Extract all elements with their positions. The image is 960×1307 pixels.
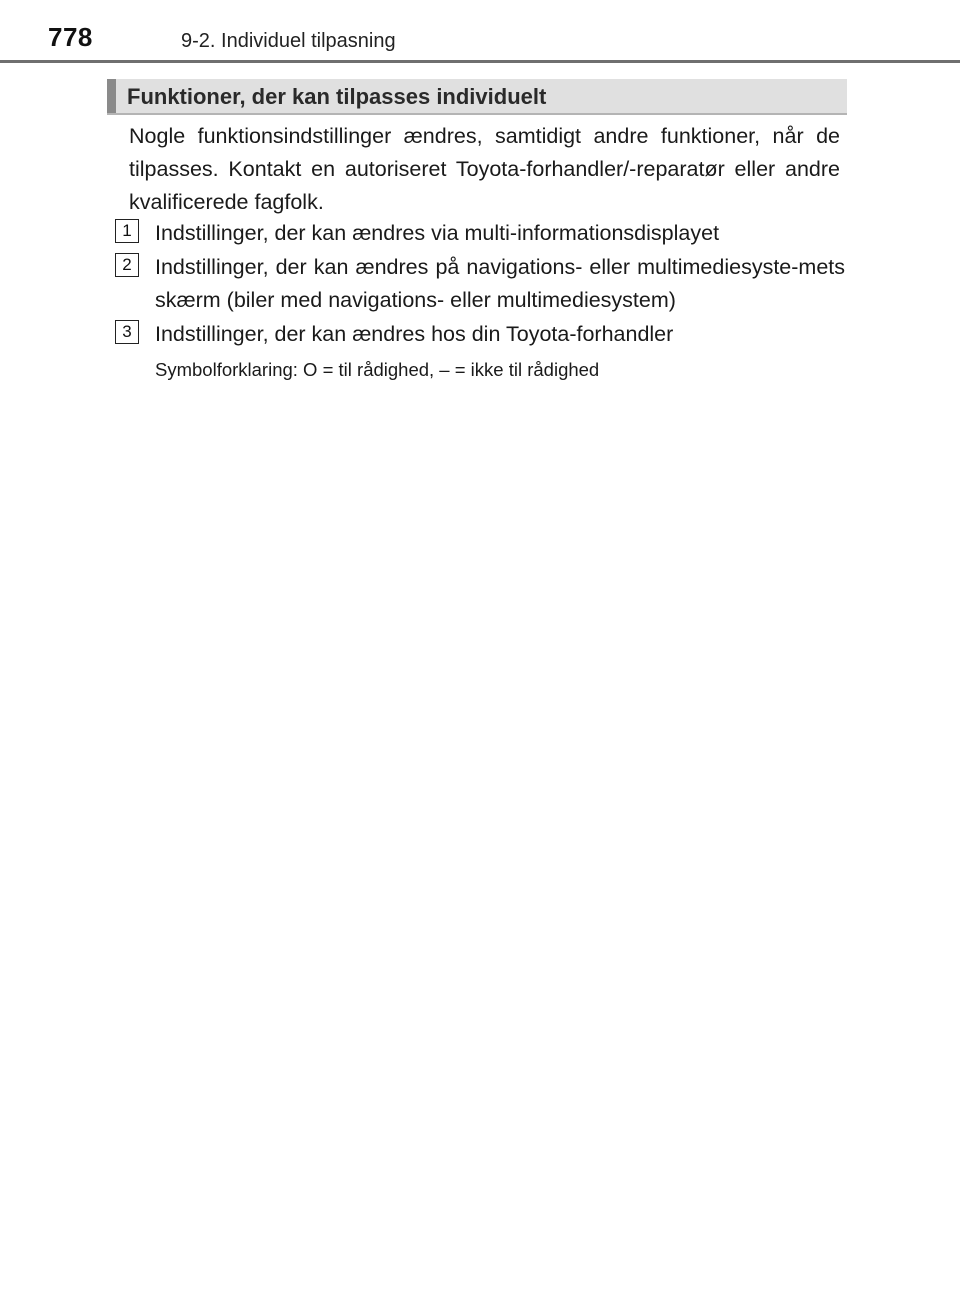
list-item-text: Indstillinger, der kan ændres på navigations- eller multimediesyste-mets skærm (biler med navigations- eller multimediesystem) <box>155 255 845 312</box>
number-badge: 3 <box>115 320 139 344</box>
page-header <box>0 0 960 64</box>
section-heading <box>107 79 847 115</box>
intro-paragraph: Nogle funktionsindstillinger ændres, samtidigt andre funktioner, når de tilpasses. Kontakt en autoriseret Toyota-forhandler/-reparatør eller andre kvalificerede fagfolk. <box>129 124 840 214</box>
number-badge: 2 <box>115 253 139 277</box>
section-title: 9-2. Individuel tilpasning <box>181 30 396 52</box>
list-item-text: Indstillinger, der kan ændres hos din Toyota-forhandler <box>155 322 674 346</box>
number-badge: 1 <box>115 219 139 243</box>
list-item-text: Indstillinger, der kan ændres via multi-informationsdisplayet <box>155 221 720 245</box>
page-number: 778 <box>48 22 93 52</box>
symbol-legend: Symbolforklaring: O = til rådighed, – = ikke til rådighed <box>155 359 600 380</box>
heading-title: Funktioner, der kan tilpasses individuelt <box>127 84 547 109</box>
list-item-1 <box>115 217 845 251</box>
header-divider <box>0 60 960 63</box>
heading-accent-bar <box>107 79 116 113</box>
list-item-2 <box>115 251 845 319</box>
list-item-3 <box>115 318 845 352</box>
